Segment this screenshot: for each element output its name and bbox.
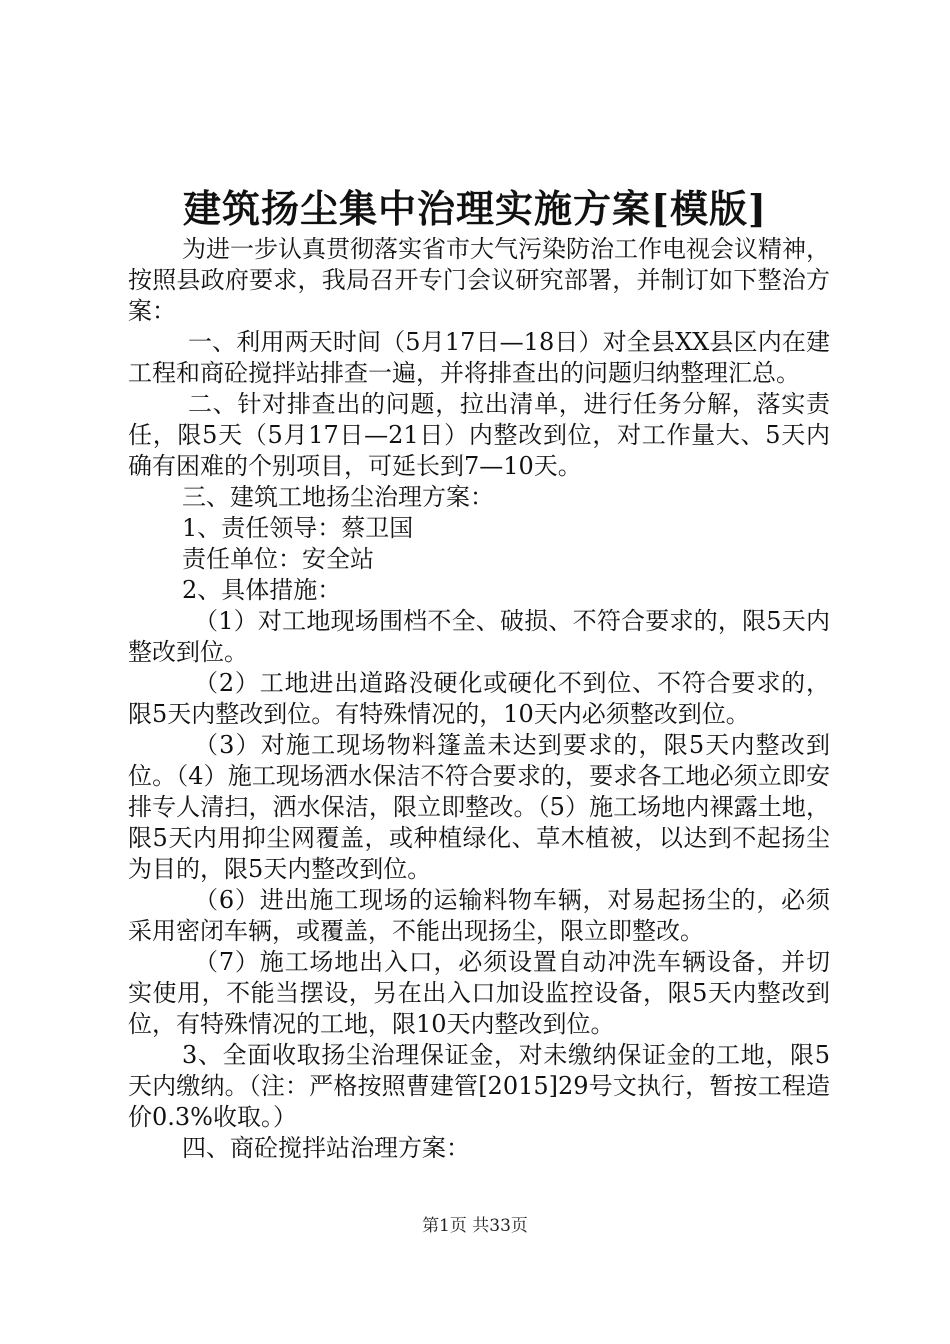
paragraph-intro: 为进一步认真贯彻落实省市大气污染防治工作电视会议精神，按照县政府要求，我局召开专门会议研究部署，并制订如下整治方案： <box>128 235 830 325</box>
paragraph-item-3: 三、建筑工地扬尘治理方案： <box>182 483 494 511</box>
paragraph-measure-1: （1）对工地现场围档不全、破损、不符合要求的，限5天内整改到位。 <box>128 607 830 666</box>
paragraph-measures-heading: 2、具体措施： <box>182 576 342 604</box>
paragraph-item-1: 一、利用两天时间（5月17日—18日）对全县XX县区内在建工程和商砼搅拌站排查一遍，并将排查出的问题归纳整理汇总。 <box>128 328 830 387</box>
paragraph-deposit: 3、全面收取扬尘治理保证金，对未缴纳保证金的工地，限5天内缴纳。（注：严格按照曹建管[2015]29号文执行，暂按工程造价0.3%收取。） <box>128 1041 830 1131</box>
paragraph-item-2: 二、针对排查出的问题，拉出清单，进行任务分解，落实责任，限5天（5月17日—21日）内整改到位，对工作量大、5天内确有困难的个别项目，可延长到7—10天。 <box>128 390 830 480</box>
document-body <box>128 234 830 1164</box>
paragraph-measure-2: （2）工地进出道路没硬化或硬化不到位、不符合要求的，限5天内整改到位。有特殊情况的，10天内必须整改到位。 <box>128 669 830 728</box>
paragraph-measure-7: （7）施工场地出入口，必须设置自动冲洗车辆设备，并切实使用，不能当摆设，另在出入口加设监控设备，限5天内整改到位，有特殊情况的工地，限10天内整改到位。 <box>128 948 830 1038</box>
page-footer: 第1页 共33页 <box>422 1216 528 1236</box>
document-title: 建筑扬尘集中治理实施方案[模版] <box>183 186 767 231</box>
paragraph-responsible-unit: 责任单位：安全站 <box>182 545 374 573</box>
paragraph-measure-3-5: （3）对施工现场物料篷盖未达到要求的，限5天内整改到位。（4）施工现场洒水保洁不符合要求的，要求各工地必须立即安排专人清扫，洒水保洁，限立即整改。（5）施工场地内裸露土地，限5天内用抑尘网覆盖，或种植绿化、草木植被，以达到不起扬尘为目的，限5天内整改到位。 <box>128 731 830 883</box>
paragraph-responsible-leader: 1、责任领导：蔡卫国 <box>182 514 414 542</box>
paragraph-measure-6: （6）进出施工现场的运输料物车辆，对易起扬尘的，必须采用密闭车辆，或覆盖，不能出现扬尘，限立即整改。 <box>128 886 830 945</box>
paragraph-item-4: 四、商砼搅拌站治理方案： <box>182 1134 470 1162</box>
